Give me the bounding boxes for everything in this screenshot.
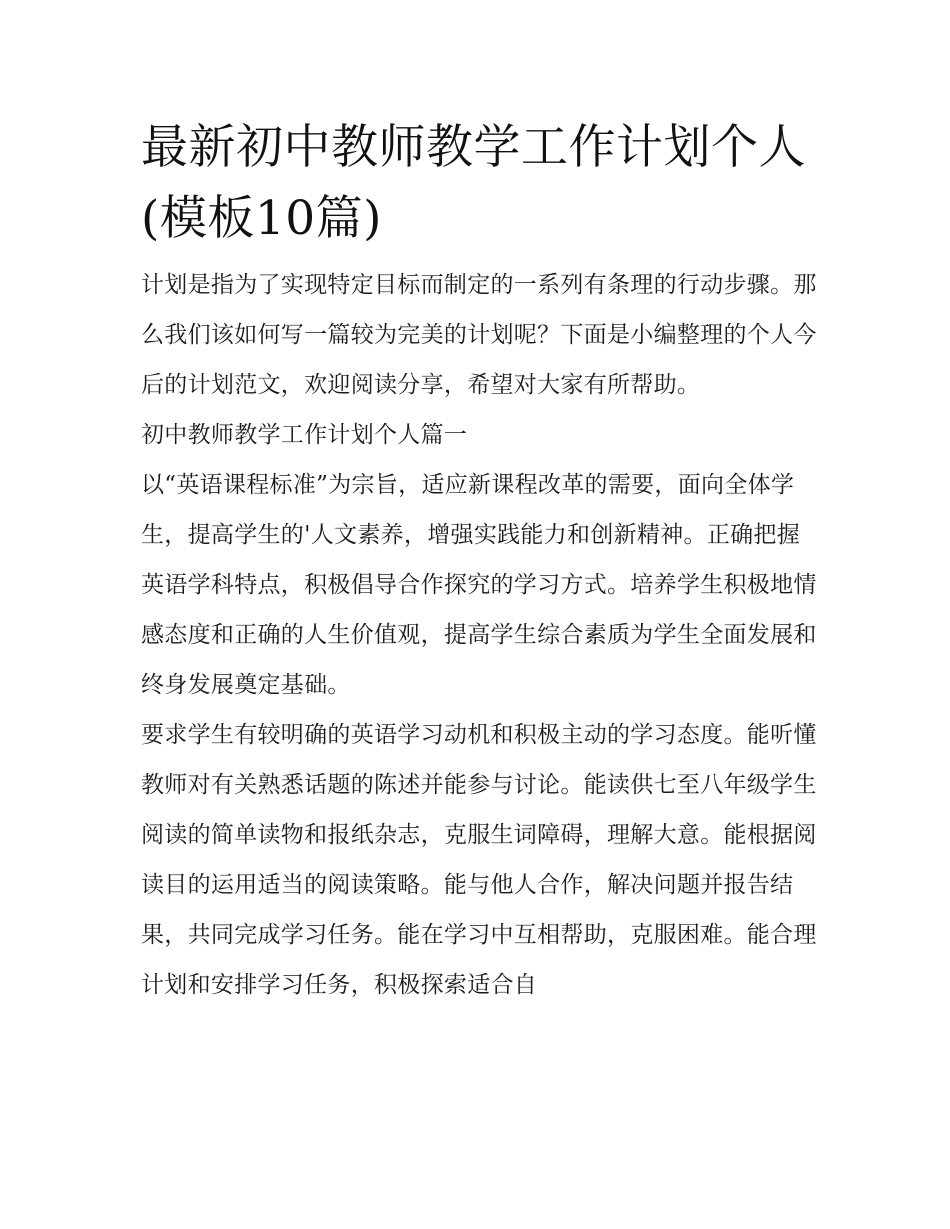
body-paragraph-1: 以“英语课程标准”为宗旨，适应新课程改革的需要，面向全体学生，提高学生的'人文素养，增强实践能力和创新精神。正确把握英语学科特点，积极倡导合作探究的学习方式。培养学生积极地情感态度和正确的人生价值观，提高学生综合素质为学生全面发展和终身发展奠定基础。 <box>141 472 817 698</box>
document-title: 最新初中教师教学工作计划个人(模板10篇) <box>141 120 806 246</box>
document-body <box>141 112 821 1010</box>
section-heading: 初中教师教学工作计划个人篇一 <box>141 422 468 448</box>
body-paragraph-2: 要求学生有较明确的英语学习动机和积极主动的学习态度。能听懂教师对有关熟悉话题的陈述并能参与讨论。能读供七至八年级学生阅读的简单读物和报纸杂志，克服生词障碍，理解大意。能根据阅读目的运用适当的阅读策略。能与他人合作，解决问题并报告结果，共同完成学习任务。能在学习中互相帮助，克服困难。能合理计划和安排学习任务，积极探索适合自 <box>141 722 817 998</box>
intro-paragraph: 计划是指为了实现特定目标而制定的一系列有条理的行动步骤。那么我们该如何写一篇较为完美的计划呢？下面是小编整理的个人今后的计划范文，欢迎阅读分享，希望对大家有所帮助。 <box>141 272 817 398</box>
